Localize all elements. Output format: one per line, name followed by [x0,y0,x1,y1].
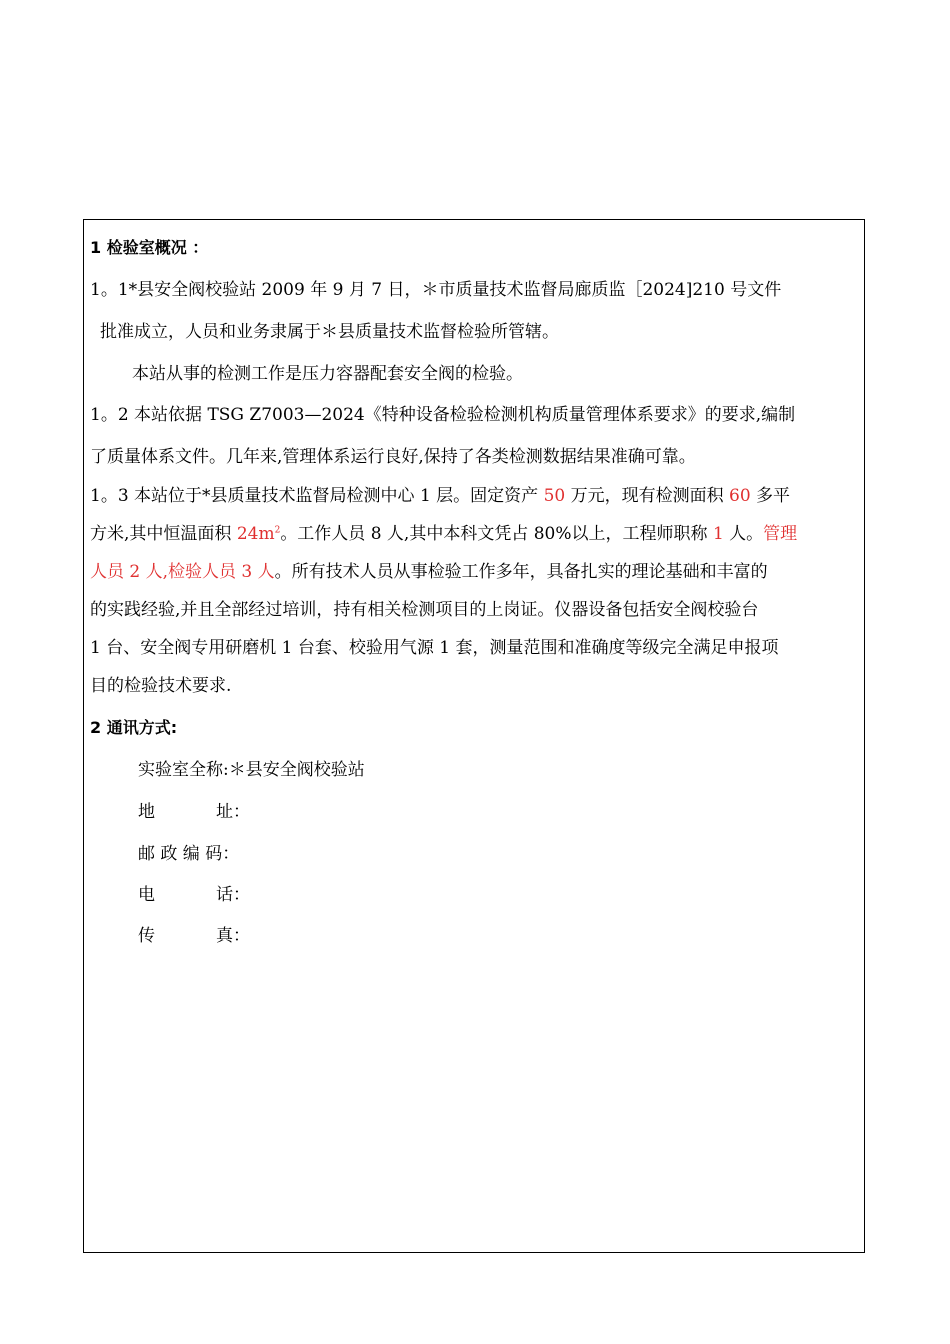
p4-line1 [90,484,790,508]
constant-temp-area-value: $24m^2$ [236,524,281,544]
postcode-label: 邮 政 编 码： [138,844,240,864]
p4-line6: 目的检验技术要求. [90,676,232,696]
p3-line2: 了质量体系文件。几年来,管理体系运行良好,保持了各类检测数据结果准确可靠。 [90,447,696,467]
address-label: 地 址： [138,802,250,822]
p4-l2-a: 方米,其中恒温面积 [90,524,237,544]
p1-line1: 1。1*县安全阀校验站 2009 年 9 月 7 日，＊市质量技术监督局廊质监［2024]210 号文件 [90,280,782,300]
section2-heading: 2 通讯方式: [90,718,178,737]
section1-heading: 1 检验室概况 ： [90,238,209,257]
p4-line3 [90,560,768,584]
p4-l1-c: 多平 [750,486,791,506]
p4-line4: 的实践经验,并且全部经过培训，持有相关检测项目的上岗证。仪器设备包括安全阀校验台 [90,600,759,620]
p4-l1-b: 万元，现有检测面积 [565,486,730,506]
p2-line1: 本站从事的检测工作是压力容器配套安全阀的检验。 [132,364,523,384]
p4-line2 [90,522,797,546]
p4-l3-b: 。所有技术人员从事检验工作多年，具备扎实的理论基础和丰富的 [274,562,768,582]
p4-line5: 1 台、安全阀专用研磨机 1 台套、校验用气源 1 套，测量范围和准确度等级完全满足申报项 [90,638,779,658]
p4-l1-a: 1。3 本站位于*县质量技术监督局检测中心 1 层。固定资产 [90,486,544,506]
p4-l2-b: 。工作人员 8 人,其中本科文凭占 80%以上，工程师职称 [280,524,713,544]
fax-label: 传 真： [138,926,250,946]
fixed-assets-value: 50 [543,486,566,506]
test-area-value: 60 [729,486,751,506]
p4-l2-c: 人。 [723,524,764,544]
phone-label: 电 话： [138,885,250,905]
p1-line2: 批准成立，人员和业务隶属于＊县质量技术监督检验所管辖。 [100,322,559,342]
engineer-count-value: 1 [712,524,724,544]
p3-line1: 1。2 本站依据 TSG Z7003—2024《特种设备检验检测机构质量管理体系要求》的要求,编制 [90,405,796,425]
p4-l2-mgmt: 管理 [763,524,798,544]
staff-counts: 人员 2 人,检验人员 3 人 [90,562,275,582]
lab-full-name: 实验室全称:＊县安全阀校验站 [138,760,365,780]
